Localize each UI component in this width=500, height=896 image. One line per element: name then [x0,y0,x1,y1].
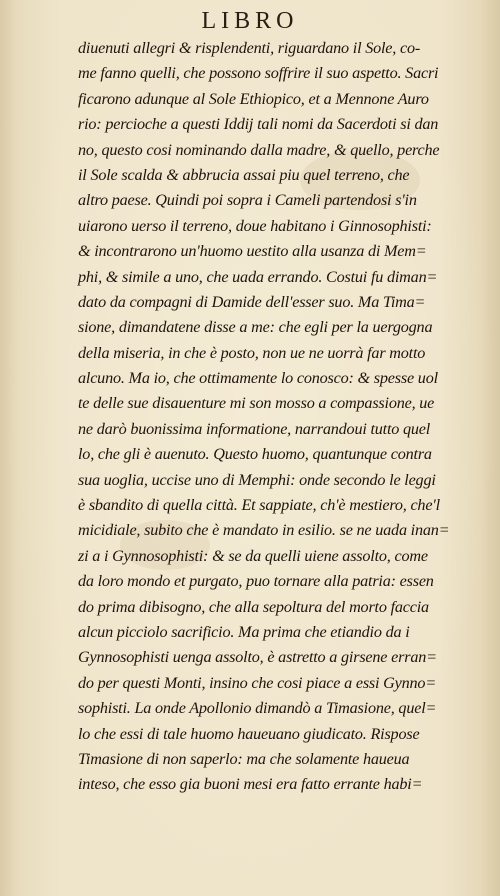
text-line: lo che essi di tale huomo haueuano giudicato. Rispose [78,724,420,743]
text-line: da loro mondo et purgato, puo tornare alla patria: essen [78,572,434,591]
text-line: sione, dimandatene disse a me: che egli per la uergogna [78,318,433,337]
text-line: alcuno. Ma io, che ottimamente lo conosco: & spesse uol [78,369,438,388]
text-line: no, questo cosi nominando dalla madre, & quello, perche [78,140,440,159]
text-line: diuenuti allegri & risplendenti, riguardano il Sole, co- [78,39,421,57]
text-line: Timasione di non saperlo: ma che solamente haueua [78,749,410,768]
running-head: LIBRO [201,8,299,34]
text-line: dato da compagni di Damide dell'esser suo. Ma Tima= [78,292,426,311]
text-line: zi a i Gynnosophisti: & se da quelli uiene assolto, come [78,546,428,565]
text-line: te delle sue disauenture mi son mosso a compassione, ue [78,394,435,413]
text-line: me fanno quelli, che possono soffrire il suo aspetto. Sacri [78,64,439,83]
text-line: altro paese. Quindi poi sopra i Cameli partendosi s'in [78,191,417,210]
text-line: ficarono adunque al Sole Ethiopico, et a Mennone Auro [78,89,429,108]
text-line: inteso, che esso gia buoni mesi era fatto errante habi= [78,775,423,794]
text-line: & incontrarono un'huomo uestito alla usanza di Mem= [78,242,427,261]
text-line: Gynnosophisti uenga assolto, è astretto a girsene erran= [78,648,437,667]
text-line: il Sole scalda & abbrucia assai piu quel terreno, che [78,165,410,184]
body-text [78,36,470,798]
text-line: lo, che gli è auenuto. Questo huomo, quantunque contra [78,445,432,464]
text-line: sua uoglia, uccise uno di Memphi: onde secondo le leggi [78,470,436,489]
text-line: phi, & simile a uno, che uada errando. Costui fu diman= [78,267,438,286]
text-line: do per questi Monti, insino che cosi piace a essi Gynno= [78,673,437,692]
text-line: alcun picciolo sacrificio. Ma prima che etiandio da i [78,622,410,641]
text-line: rio: percioche a questi Iddij tali nomi da Sacerdoti si dan [78,115,439,134]
text-line: ne darò buonissima informatione, narrandoui tutto quel [78,419,431,438]
text-line: è sbandito di quella città. Et sappiate, ch'è mestiero, che'l [78,496,440,515]
text-line: della miseria, in che è posto, non ue ne uorrà far motto [78,343,426,362]
text-line: sophisti. La onde Apollonio dimandò a Timasione, quel= [78,699,437,718]
text-line: micidiale, subito che è mandato in esilio. se ne uada inan= [78,521,450,540]
text-line: do prima dibisogno, che alla sepoltura del morto faccia [78,597,429,616]
text-line: uiarono uerso il terreno, doue habitano i Ginnosophisti: [78,216,432,235]
